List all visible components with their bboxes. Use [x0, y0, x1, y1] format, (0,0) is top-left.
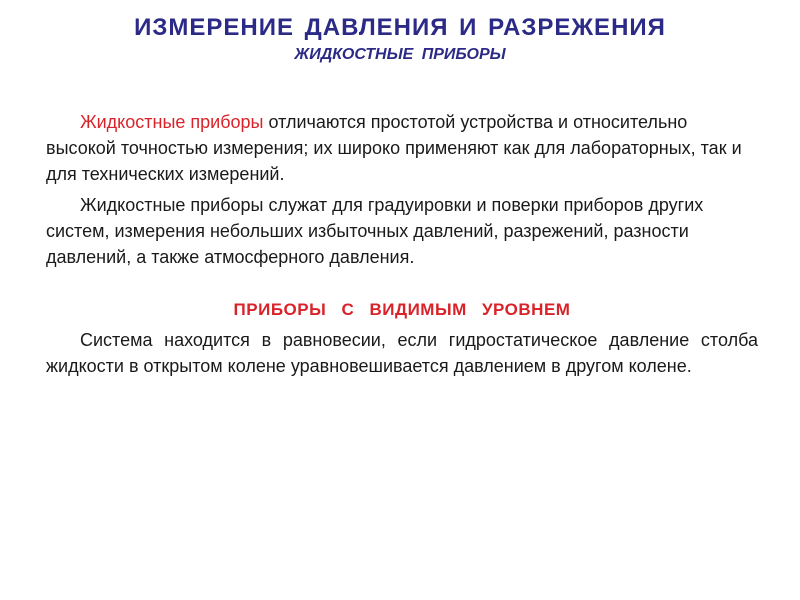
paragraph-intro-text: отличаются простотой устройства и относительно высокой точностью измерения; их широко применяют как для лабораторных, так и для технических измерений. — [46, 112, 742, 184]
paragraph-equilibrium: Система находится в равновесии, если гидростатическое давление столба жидкости в открытом колене уравновешивается давлением в другом колене. — [46, 330, 758, 376]
paragraph-intro — [46, 109, 758, 187]
highlight-term: Жидкостные приборы — [80, 112, 264, 132]
slide-title: ИЗМЕРЕНИЕ ДАВЛЕНИЯ И РАЗРЕЖЕНИЯ — [134, 14, 666, 41]
paragraph-usage: Жидкостные приборы служат для градуировки и поверки приборов других систем, измерения небольших избыточных давлений, разрежений, разности давлений, а также атмосферного давления. — [46, 195, 704, 267]
slide-subtitle: ЖИДКОСТНЫЕ ПРИБОРЫ — [294, 46, 506, 63]
section-heading: ПРИБОРЫ С ВИДИМЫМ УРОВНЕМ — [233, 300, 571, 319]
slide-body — [46, 109, 758, 379]
